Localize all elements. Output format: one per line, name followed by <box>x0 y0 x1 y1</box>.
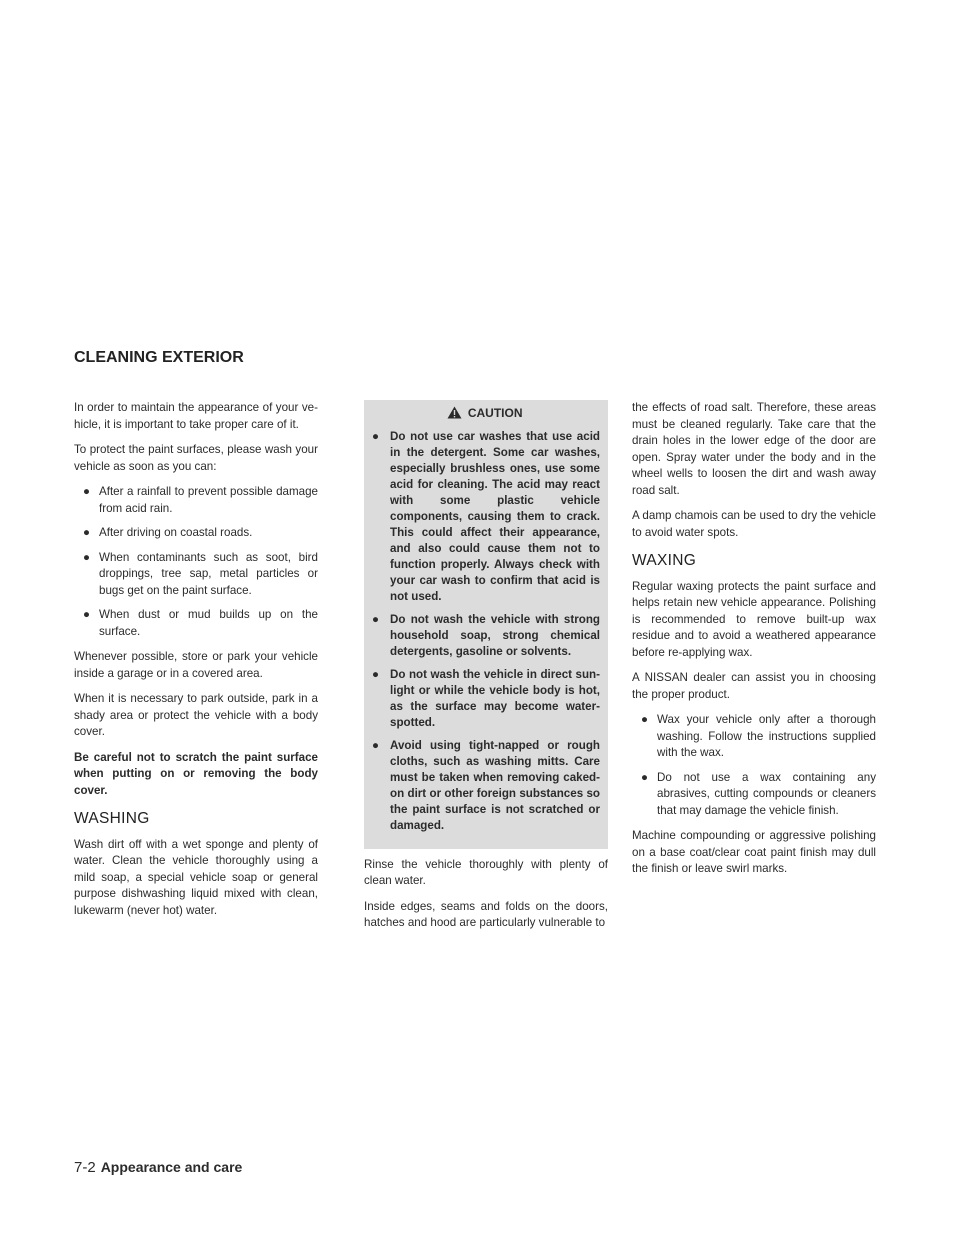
scratch-warning: Be careful not to scratch the paint surface when putting on or removing the body cover. <box>74 750 318 797</box>
store-paragraph: Whenever possible, store or park your vehicle inside a garage or in a covered area. <box>74 650 318 680</box>
caution-title: CAUTION <box>467 406 523 420</box>
caution-list <box>370 429 600 834</box>
list-item: ● Do not wash the vehicle in direct sunlight or while the vehicle body is hot, as the surface may become water-spotted. <box>372 667 600 729</box>
list-item: ● Do not use a wax containing any abrasives, cutting compounds or cleaners that may damage the vehicle finish. <box>641 770 876 817</box>
list-item: ● Do not use car washes that use acid in the detergent. Some car washes, especially brushless ones, use some acid for cleaning. The acid may react with some plastic vehicle components, causing them to crack. This could affect their appearance, and also could cause them not to function properly. Always check with your car wash to confirm that acid is not used. <box>372 429 600 603</box>
bullet-icon: ● <box>83 608 91 621</box>
section-title: CLEANING EXTERIOR <box>74 349 244 366</box>
dealer-paragraph: A NISSAN dealer can assist you in choosing the proper product. <box>632 671 876 701</box>
caution-box <box>364 400 608 849</box>
page-number: 7-2 <box>74 1159 96 1176</box>
intro-paragraph: In order to maintain the appearance of your vehicle, it is important to take proper care of it. <box>74 401 318 431</box>
list-item: ● After a rainfall to prevent possible damage from acid rain. <box>83 485 318 515</box>
bullet-icon: ● <box>372 612 380 626</box>
inside-edges-paragraph: Inside edges, seams and folds on the doors, hatches and hood are particularly vulnerable to <box>364 899 608 929</box>
list-item: ● Wax your vehicle only after a thorough washing. Follow the instructions supplied with the wax. <box>641 713 876 759</box>
page-footer <box>74 1159 242 1176</box>
column-1 <box>74 400 318 928</box>
bullet-icon: ● <box>641 770 649 784</box>
column-3 <box>632 400 876 887</box>
waxing-paragraph: Regular waxing protects the paint surface and helps retain new vehicle appearance. Polishing is recommended to remove built-up wax residue and to avoid a weathered appearance before re-applying wax. <box>632 579 876 659</box>
bullet-icon: ● <box>372 738 380 752</box>
washing-paragraph: Wash dirt off with a wet sponge and plenty of water. Clean the vehicle thoroughly using a mild soap, a special vehicle soap or general purpose dishwashing liquid mixed with clean, lukewarm (never hot) water. <box>74 837 318 917</box>
waxing-heading: WAXING <box>632 552 697 569</box>
list-item: ● When contaminants such as soot, bird droppings, tree sap, metal particles or bugs get on the paint surface. <box>83 550 318 597</box>
column-2 <box>364 400 608 941</box>
warning-triangle-icon <box>447 406 462 419</box>
road-salt-paragraph: the effects of road salt. Therefore, these areas must be cleaned regularly. Take care that the drain holes in the lower edge of the door are open. Spray water under the body and in the wheel wells to loosen the dirt and wash away road salt. <box>632 401 876 497</box>
rinse-paragraph: Rinse the vehicle thoroughly with plenty of clean water. <box>364 857 608 887</box>
list-item: ● When dust or mud builds up on the surface. <box>83 608 318 638</box>
caution-header <box>370 405 600 422</box>
bullet-icon: ● <box>83 485 91 498</box>
bullet-icon: ● <box>641 713 649 726</box>
waxing-list <box>632 712 876 819</box>
list-item: ● Do not wash the vehicle with strong household soap, strong chemical detergents, gasoline or solvents. <box>372 612 600 658</box>
chapter-title: Appearance and care <box>100 1159 243 1175</box>
bullet-icon: ● <box>372 667 380 681</box>
bullet-icon: ● <box>372 429 380 443</box>
list-item: ● Avoid using tight-napped or rough cloths, such as washing mitts. Care must be taken when removing caked-on dirt or other foreign substances so the paint surface is not scratched or damaged. <box>372 738 600 832</box>
washing-heading: WASHING <box>74 810 150 827</box>
list-item: ● After driving on coastal roads. <box>74 525 318 542</box>
wash-occasions-list <box>74 484 318 640</box>
bullet-icon: ● <box>83 550 91 564</box>
bullet-icon: ● <box>83 526 91 539</box>
chamois-paragraph: A damp chamois can be used to dry the vehicle to avoid water spots. <box>632 509 876 539</box>
park-outside-paragraph: When it is necessary to park outside, park in a shady area or protect the vehicle with a body cover. <box>74 692 318 738</box>
compounding-paragraph: Machine compounding or aggressive polishing on a base coat/clear coat paint finish may dull the finish or leave swirl marks. <box>632 829 876 875</box>
protect-paragraph: To protect the paint surfaces, please wash your vehicle as soon as you can: <box>74 443 318 473</box>
